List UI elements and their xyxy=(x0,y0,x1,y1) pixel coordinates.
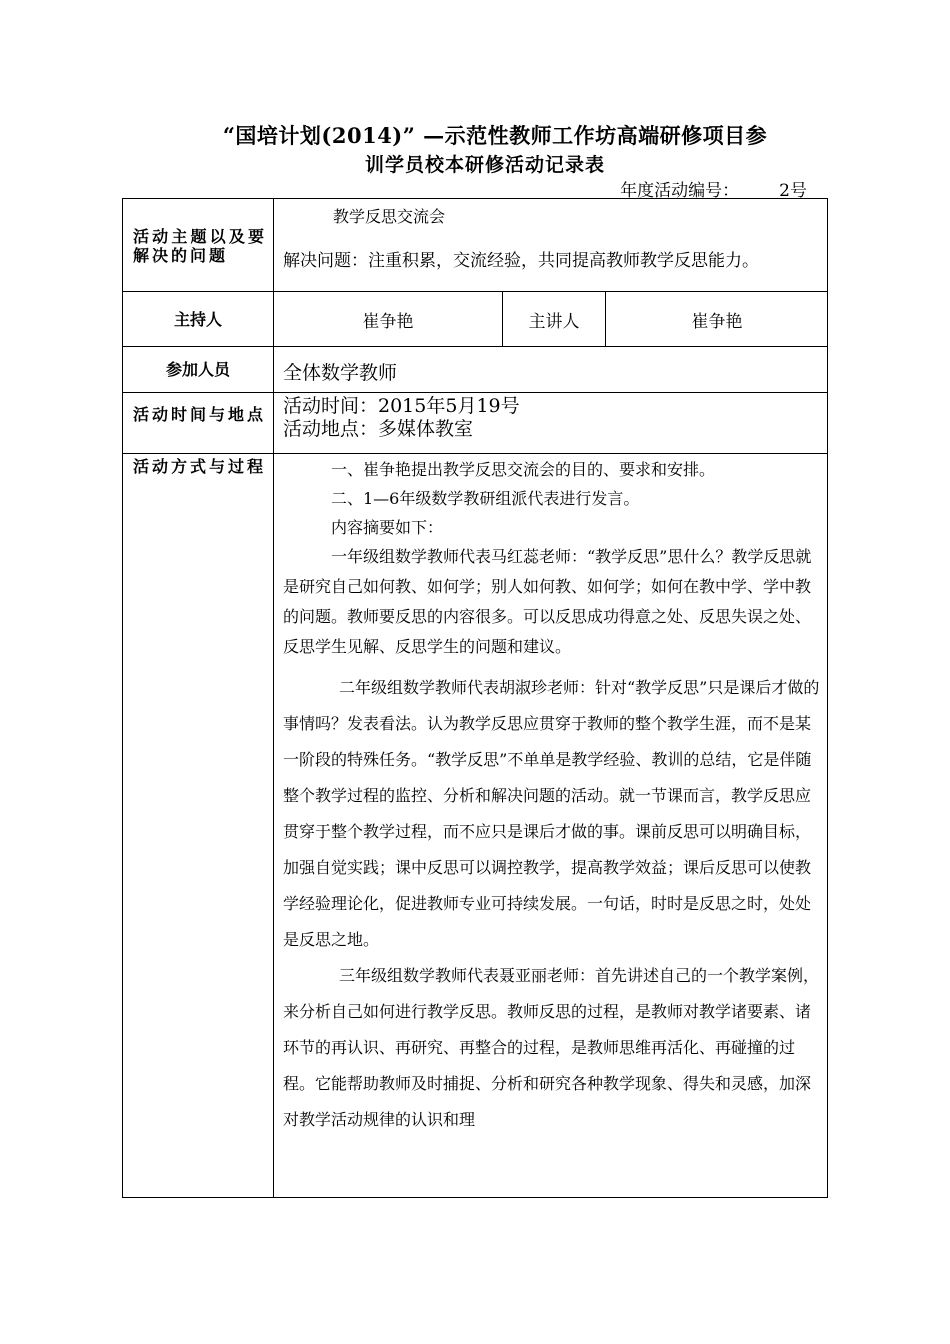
document-title-line2: 训学员校本研修活动记录表 xyxy=(364,154,605,176)
activity-number-value: 2号 xyxy=(779,181,807,201)
process-paragraph: 一、崔争艳提出教学反思交流会的目的、要求和安排。 xyxy=(331,460,716,479)
process-paragraph: 内容摘要如下： xyxy=(331,518,444,537)
row-divider xyxy=(123,392,827,393)
speaker-value: 崔争艳 xyxy=(691,311,743,332)
speaker-label: 主讲人 xyxy=(528,311,580,332)
process-paragraph: 二年级组数学教师代表胡淑珍老师：针对“教学反思”只是课后才做的事情吗？发表看法。认为教学反思应贯穿于教师的整个教学生涯，而不是某一阶段的特殊任务。“教学反思”不单单是教学经验、教训的总结，它是伴随整个教学过程的监控、分析和解决问题的活动。就一节课而言，教学反思应贯穿于整个教学过程，而不应只是课后才做的事。课前反思可以明确目标，加强自觉实践；课中反思可以调控教学，提高教学效益；课后反思可以使教学经验理论化，促进教师专业可持续发展。一句话，时时是反思之时，处处是反思之地。 xyxy=(283,678,820,949)
process-paragraph: 三年级组数学教师代表聂亚丽老师：首先讲述自己的一个教学案例，来分析自己如何进行教学反思。教师反思的过程，是教师对教学诸要素、诸环节的再认识、再研究、再整合的过程，是教师思维再活化、再碰撞的过程。它能帮助教师及时捕捉、分析和研究各种教学现象、得失和灵感，加深对教学活动规律的认识和理 xyxy=(283,966,820,1129)
participants-value: 全体数学教师 xyxy=(283,362,398,384)
theme-label: 活动主题以及要解决的问题 xyxy=(133,227,267,265)
process-content xyxy=(283,455,820,1138)
time-value: 活动时间：2015年5月19号 xyxy=(283,395,520,417)
process-paragraph: 一年级组数学教师代表马红蕊老师：“教学反思”思什么？教学反思就是研究自己如何教、如何学；别人如何教、如何学；如何在教中学、学中教的问题。教师要反思的内容很多。可以反思成功得意之处、反思失误之处、反思学生见解、反思学生的问题和建议。 xyxy=(283,547,812,656)
column-divider xyxy=(273,199,274,1198)
host-value: 崔争艳 xyxy=(362,311,414,332)
participants-label: 参加人员 xyxy=(165,360,230,379)
place-value: 活动地点：多媒体教室 xyxy=(283,418,474,440)
activity-number-label: 年度活动编号： xyxy=(620,181,740,201)
theme-title: 教学反思交流会 xyxy=(333,207,446,226)
time-place-label: 活动时间与地点 xyxy=(133,405,267,424)
process-label: 活动方式与过程 xyxy=(133,457,267,476)
document-title-line1: “国培计划(2014)” —示范性教师工作坊高端研修项目参 xyxy=(222,123,768,148)
record-table xyxy=(122,198,828,1198)
host-label: 主持人 xyxy=(173,309,222,329)
theme-problem: 解决问题：注重积累，交流经验，共同提高教师教学反思能力。 xyxy=(283,251,759,271)
row-divider xyxy=(123,453,827,454)
process-paragraph: 二、1—6年级数学教研组派代表进行发言。 xyxy=(331,489,640,508)
